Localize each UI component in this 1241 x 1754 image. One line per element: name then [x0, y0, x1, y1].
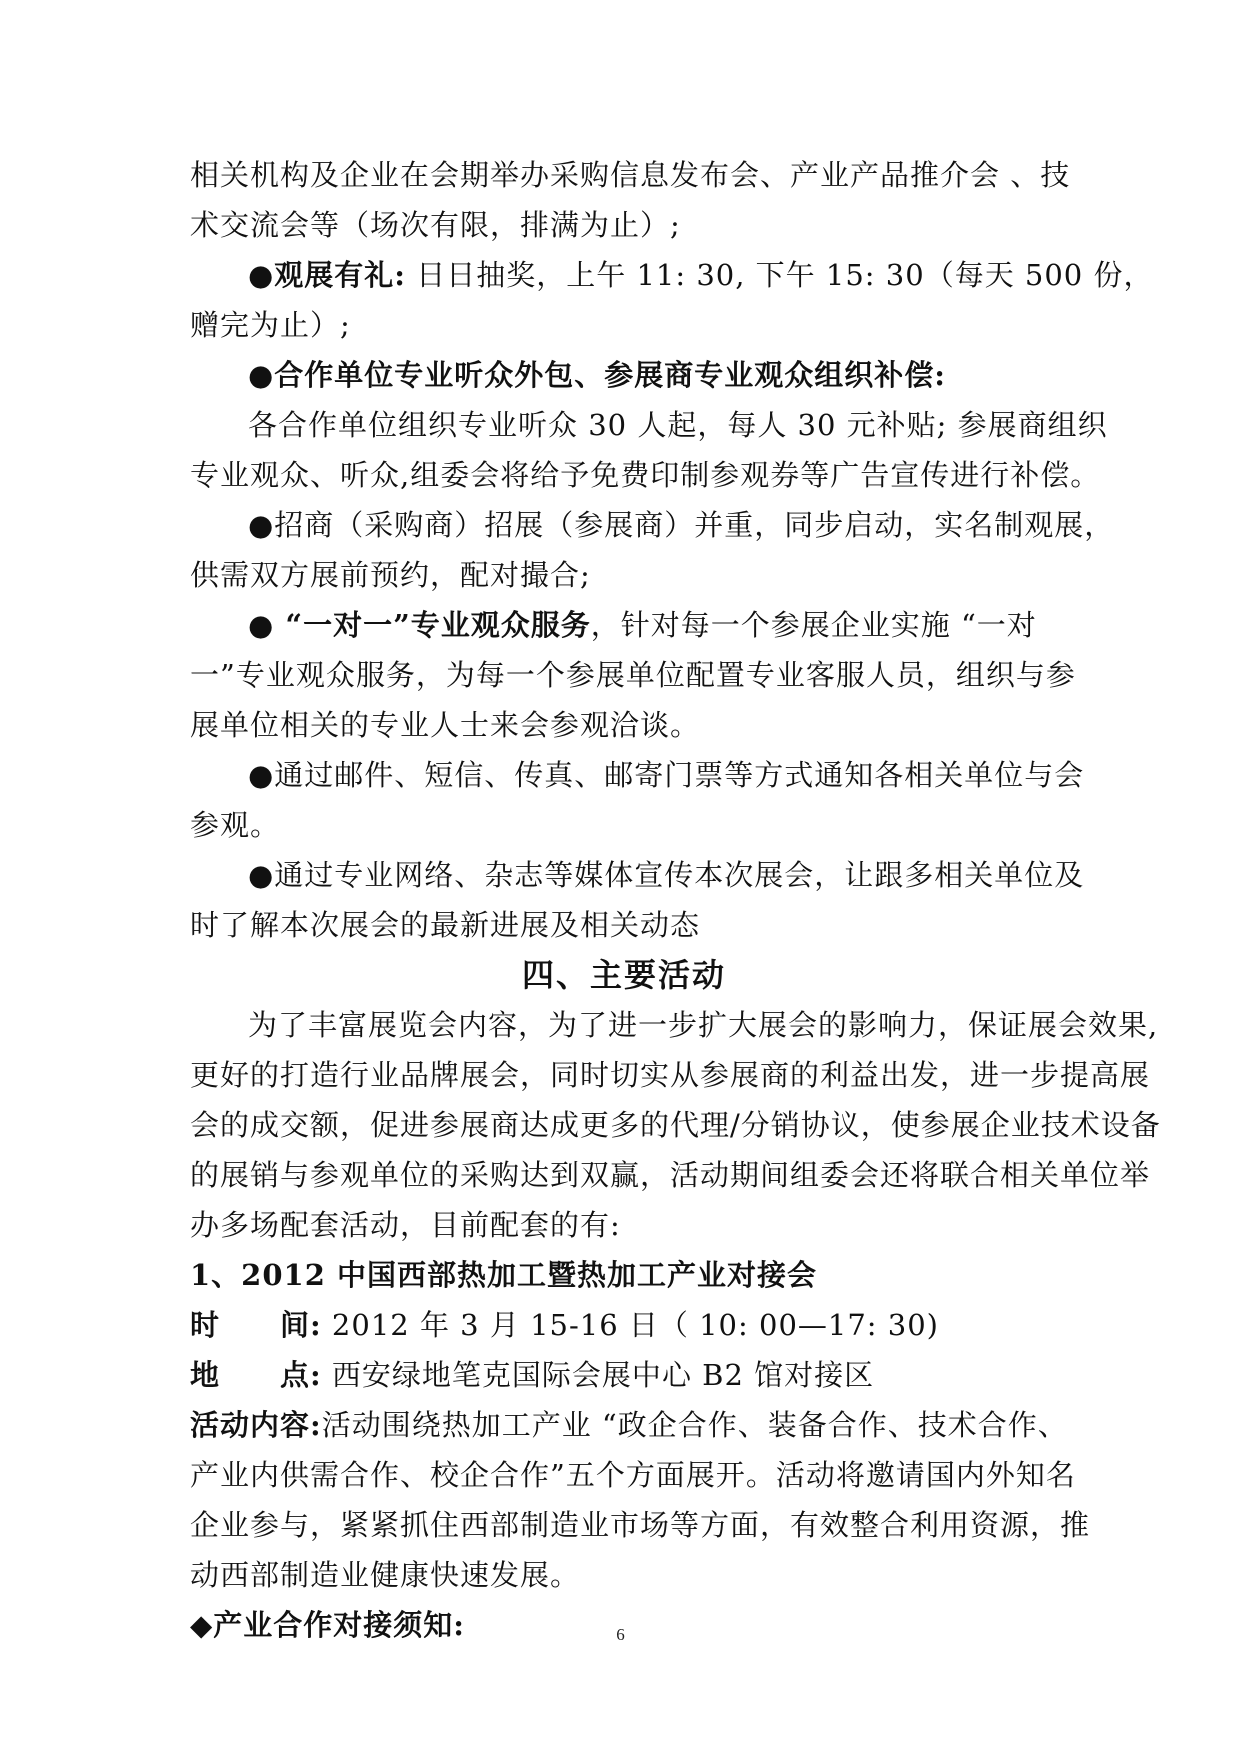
- event-content-label: 活动内容:: [190, 1408, 322, 1442]
- text-line: 供需双方展前预约，配对撮合;: [190, 558, 591, 592]
- bullet-one-to-one-text: ，针对每一个参展企业实施 “一对: [590, 608, 1037, 642]
- event-title: 1、2012 中国西部热加工暨热加工产业对接会: [190, 1258, 817, 1292]
- event-notice: ◆产业合作对接须知:: [190, 1608, 466, 1642]
- document-body: [190, 150, 1161, 1650]
- section-heading: 四、主要活动: [521, 956, 726, 994]
- bullet-one-to-one-title: ● “一对一”专业观众服务: [248, 608, 591, 642]
- event-content-line: 产业内供需合作、校企合作”五个方面展开。活动将邀请国内外知名: [190, 1458, 1076, 1492]
- bullet-cooperation-title: ●合作单位专业听众外包、参展商专业观众组织补偿:: [248, 358, 947, 392]
- bullet-gift-title: ●观展有礼:: [248, 258, 407, 292]
- text-line: 时了解本次展会的最新进展及相关动态: [190, 908, 701, 942]
- event-place-value: 西安绿地笔克国际会展中心 B2 馆对接区: [321, 1358, 875, 1392]
- text-line: ●招商（采购商）招展（参展商）并重，同步启动，实名制观展，: [248, 508, 1115, 542]
- event-time: [190, 1300, 1058, 1350]
- text-line: 一”专业观众服务，为每一个参展单位配置专业客服人员，组织与参: [190, 658, 1076, 692]
- event-content: [190, 1400, 1068, 1450]
- bullet-gift-text: 日日抽奖，上午 11: 30, 下午 15: 30（每天 500 份，: [406, 258, 1154, 292]
- event-time-label: 时 间:: [190, 1308, 322, 1342]
- intro-line: 为了丰富展览会内容，为了进一步扩大展会的影响力，保证展会效果,: [248, 1008, 1159, 1042]
- event-place-label: 地 点:: [190, 1358, 322, 1392]
- intro-line: 办多场配套活动，目前配套的有:: [190, 1208, 621, 1242]
- intro-line: 的展销与参观单位的采购达到双赢，活动期间组委会还将联合相关单位举: [190, 1158, 1151, 1192]
- intro-line: 更好的打造行业品牌展会，同时切实从参展商的利益出发，进一步提高展: [190, 1058, 1151, 1092]
- text-line: 参观。: [190, 808, 281, 842]
- bullet-gift: [190, 250, 1154, 300]
- text-line: 相关机构及企业在会期举办采购信息发布会、产业产品推介会 、技: [190, 158, 1071, 192]
- text-line: 专业观众、听众,组委会将给予免费印制参观券等广告宣传进行补偿。: [190, 458, 1101, 492]
- text-line: 展单位相关的专业人士来会参观洽谈。: [190, 708, 701, 742]
- text-line: ●通过邮件、短信、传真、邮寄门票等方式通知各相关单位与会: [248, 758, 1085, 792]
- event-content-line: 企业参与，紧紧抓住西部制造业市场等方面，有效整合利用资源，推: [190, 1508, 1091, 1542]
- text-line: 术交流会等（场次有限，排满为止）;: [190, 208, 681, 242]
- event-content-text: 活动围绕热加工产业 “政企合作、装备合作、技术合作、: [321, 1408, 1068, 1442]
- text-line: 各合作单位组织专业听众 30 人起，每人 30 元补贴; 参展商组织: [248, 408, 1108, 442]
- intro-line: 会的成交额，促进参展商达成更多的代理/分销协议，使参展企业技术设备: [190, 1108, 1161, 1142]
- event-content-line: 动西部制造业健康快速发展。: [190, 1558, 581, 1592]
- bullet-one-to-one: [190, 600, 1058, 650]
- text-line: ●通过专业网络、杂志等媒体宣传本次展会，让跟多相关单位及: [248, 858, 1085, 892]
- event-time-value: 2012 年 3 月 15-16 日（ 10: 00—17: 30): [321, 1308, 939, 1342]
- event-place: [190, 1350, 1058, 1400]
- text-line: 赠完为止）;: [190, 308, 351, 342]
- page-number: 6: [616, 1625, 625, 1644]
